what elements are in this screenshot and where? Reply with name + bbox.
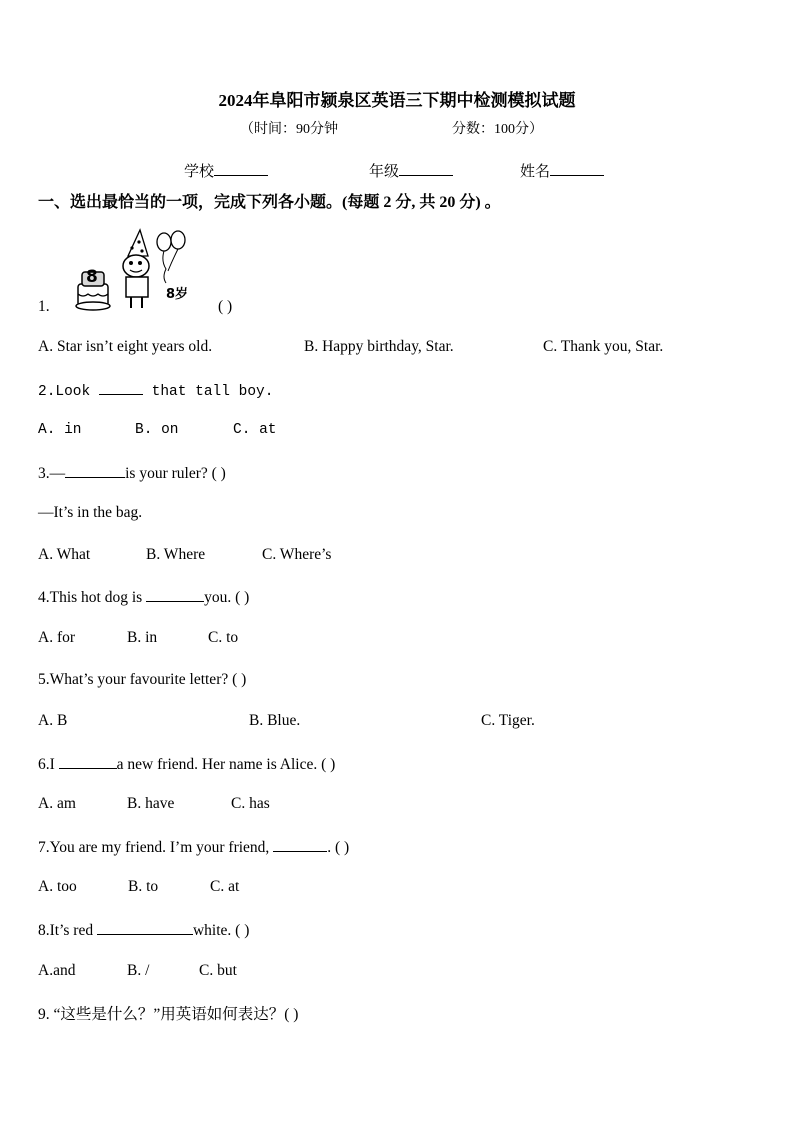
q1-option-b: B. Happy birthday, Star.: [304, 338, 454, 355]
cake-number: 8: [86, 267, 98, 287]
q4-blank: [146, 587, 204, 602]
q3-option-c: C. Where’s: [262, 546, 332, 563]
q4-text-before: 4.This hot dog is: [38, 589, 147, 606]
q3-text-after: is your ruler? ( ): [125, 465, 226, 482]
q5-option-b: B. Blue.: [249, 712, 301, 729]
section-heading: 一、选出最恰当的一项，完成下列各小题。(每题 2 分, 共 20 分) 。: [38, 194, 501, 211]
q6-option-a: A. am: [38, 795, 76, 812]
q3-response: —It’s in the bag.: [38, 504, 143, 521]
q8-option-a: A.and: [38, 962, 76, 979]
q2-text-before: 2.Look: [38, 384, 99, 400]
q3-option-a: A. What: [38, 546, 91, 563]
q6-text-after: a new friend. Her name is Alice. ( ): [116, 756, 336, 773]
q6-option-c: C. has: [231, 795, 270, 812]
exam-score: 分数：100分）: [452, 122, 543, 137]
school-blank: [214, 161, 268, 176]
q8-text-after: white. ( ): [192, 922, 250, 939]
q4-option-b: B. in: [127, 629, 158, 646]
grade-label: 年级: [369, 164, 400, 180]
q5-option-c: C. Tiger.: [481, 712, 535, 729]
q8-option-c: C. but: [199, 962, 237, 979]
q8-stem: [38, 920, 249, 940]
q2-text-after: that tall boy.: [142, 384, 274, 400]
q5-option-a: A. B: [38, 712, 68, 729]
grade-field: [369, 160, 453, 181]
q6-blank: [59, 754, 117, 769]
q3-option-b: B. Where: [146, 546, 206, 563]
q9-stem: 9. “这些是什么？”用英语如何表达？( ): [38, 1006, 299, 1023]
age-label: 8岁: [166, 287, 189, 302]
q2-option-a: A. in: [38, 422, 82, 438]
q7-option-b: B. to: [128, 878, 159, 895]
grade-blank: [399, 161, 453, 176]
school-field: [184, 160, 268, 181]
page-title: 2024年阜阳市颍泉区英语三下期中检测模拟试题: [218, 91, 576, 110]
q2-option-c: C. at: [233, 422, 277, 438]
q1-number: 1.: [38, 298, 50, 315]
birthday-picture-icon: [74, 226, 194, 316]
q7-option-c: C. at: [210, 878, 240, 895]
q4-stem: [38, 587, 249, 607]
name-field: [520, 160, 604, 181]
q5-stem: 5.What’s your favourite letter? ( ): [38, 671, 247, 688]
q8-option-b: B. /: [127, 962, 150, 979]
q7-text-after: . ( ): [327, 839, 350, 856]
q7-option-a: A. too: [38, 878, 77, 895]
q4-option-c: C. to: [208, 629, 239, 646]
q7-stem: [38, 837, 349, 857]
q2-option-b: B. on: [135, 422, 179, 438]
q7-text-before: 7.You are my friend. I’m your friend,: [38, 839, 274, 856]
q6-text-before: 6.I: [38, 756, 59, 773]
name-blank: [550, 161, 604, 176]
q1-answer-paren: ( ): [218, 298, 233, 315]
q1-option-c: C. Thank you, Star.: [543, 338, 664, 355]
q3-blank: [65, 463, 125, 478]
q4-text-after: you. ( ): [204, 589, 250, 606]
q3-text-before: 3.—: [38, 465, 66, 482]
birthday-illustration: [74, 226, 194, 316]
q6-stem: [38, 754, 335, 774]
q1-option-a: A. Star isn’t eight years old.: [38, 338, 213, 355]
q8-blank: [97, 920, 193, 935]
q4-option-a: A. for: [38, 629, 76, 646]
q8-text-before: 8.It’s red: [38, 922, 97, 939]
name-label: 姓名: [520, 164, 551, 180]
school-label: 学校: [184, 164, 215, 180]
q6-option-b: B. have: [127, 795, 175, 812]
exam-time: （时间：90分钟: [240, 122, 338, 137]
q2-blank: [99, 380, 143, 395]
q2-stem: [38, 380, 273, 400]
q7-blank: [273, 837, 327, 852]
q3-stem: [38, 463, 226, 483]
